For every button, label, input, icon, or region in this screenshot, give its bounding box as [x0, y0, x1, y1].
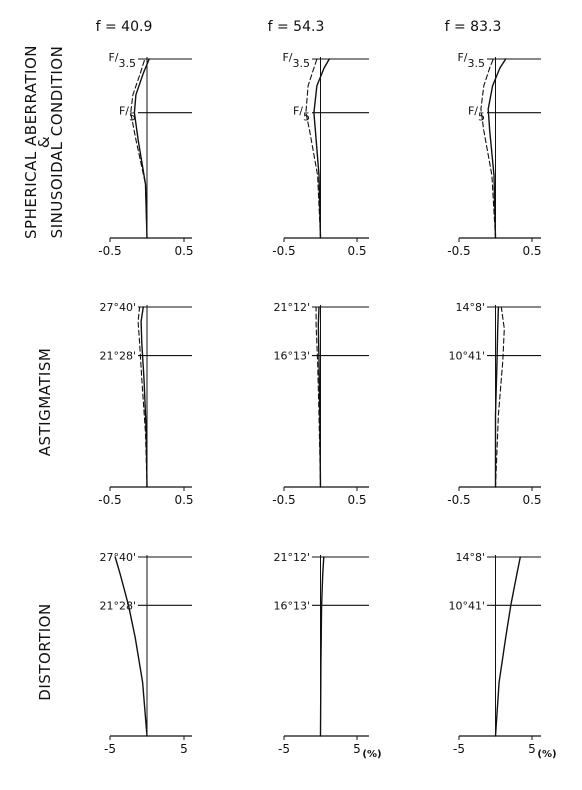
- reference-level-label: [457, 51, 485, 70]
- x-tick-label: -5: [453, 742, 465, 756]
- x-tick-label: 0.5: [174, 493, 194, 507]
- reference-level-label: 21°12': [273, 551, 310, 564]
- f-number-sub: 3.5: [467, 57, 485, 70]
- panel-r3-c2: [273, 551, 381, 760]
- panel-r3-c1: [99, 551, 192, 756]
- reference-level-label: 14°8': [455, 551, 485, 564]
- row-title-spherical: [22, 45, 66, 239]
- row-title-astigmatism-line-1: ASTIGMATISM: [36, 347, 54, 457]
- reference-level-label: 10°41': [448, 599, 485, 613]
- x-tick-label: -0.5: [447, 493, 471, 507]
- panel-r2-c1: [98, 301, 193, 507]
- reference-level-label: 16°13': [273, 349, 310, 363]
- x-tick-label: -0.5: [272, 244, 296, 258]
- row-title-distortion: [36, 603, 54, 700]
- panel-r2-c2: [272, 301, 369, 507]
- reference-level-label: 16°13': [273, 599, 310, 613]
- x-tick-label: 0.5: [522, 244, 542, 258]
- reference-level-label: 21°28': [99, 349, 136, 363]
- row-title-distortion-line-1: DISTORTION: [36, 603, 54, 701]
- x-tick-label: 5: [528, 742, 536, 756]
- row-title-spherical-line-2: &: [35, 135, 53, 149]
- panel-r2-c3: [447, 301, 541, 507]
- f-number-sub: 3.5: [292, 57, 310, 70]
- x-tick-label: 0.5: [522, 493, 542, 507]
- panel-r1-c2: [272, 51, 369, 258]
- panel-r1-c3: [447, 51, 541, 258]
- x-tick-label: -0.5: [272, 493, 296, 507]
- x-tick-label: 5: [353, 742, 361, 756]
- x-tick-label: -0.5: [447, 244, 471, 258]
- panel-r3-c3: [448, 551, 556, 760]
- column-title-3: f = 83.3: [444, 19, 502, 35]
- column-title-2: f = 54.3: [267, 19, 325, 35]
- f-number-sub: 3.5: [118, 57, 136, 70]
- f-number-main: F/: [457, 51, 468, 64]
- series-dashed: [496, 307, 505, 487]
- row-title-astigmatism: [36, 348, 54, 457]
- unit-label: (%): [537, 749, 557, 760]
- x-tick-label: -0.5: [98, 493, 122, 507]
- reference-level-label: [119, 105, 136, 124]
- x-tick-label: 0.5: [347, 244, 367, 258]
- x-tick-label: -5: [104, 742, 116, 756]
- unit-label: (%): [362, 749, 382, 760]
- reference-level-label: [282, 51, 310, 70]
- series-solid: [115, 557, 147, 736]
- series-solid: [314, 59, 329, 238]
- f-number-main: F/: [467, 104, 478, 118]
- f-number-main: F/: [118, 104, 129, 118]
- reference-level-label: 27°40': [99, 301, 136, 314]
- f-number-sub: 5: [303, 110, 310, 124]
- reference-level-label: 21°12': [273, 301, 310, 314]
- x-tick-label: 5: [180, 742, 188, 756]
- x-tick-label: -0.5: [98, 244, 122, 258]
- f-number-sub: 5: [478, 110, 485, 124]
- column-title-1: f = 40.9: [95, 19, 153, 35]
- reference-level-label: 27°40': [99, 551, 136, 564]
- reference-level-label: [468, 105, 485, 124]
- reference-level-label: 10°41': [448, 349, 485, 363]
- f-number-main: F/: [282, 51, 293, 64]
- series-dashed: [306, 59, 321, 238]
- f-number-main: F/: [108, 51, 119, 64]
- reference-level-label: [293, 105, 310, 124]
- chart-panels: [98, 51, 556, 760]
- row-title-spherical-line-1: SPHERICAL ABERRATION: [22, 44, 40, 240]
- x-tick-label: -5: [278, 742, 290, 756]
- f-number-main: F/: [292, 104, 303, 118]
- panel-r1-c1: [98, 51, 193, 258]
- x-tick-label: 0.5: [174, 244, 194, 258]
- f-number-sub: 5: [129, 110, 136, 124]
- reference-level-label: 14°8': [455, 301, 485, 314]
- x-tick-label: 0.5: [347, 493, 367, 507]
- reference-level-label: [108, 51, 136, 70]
- column-titles: [96, 19, 502, 35]
- reference-level-label: 21°28': [99, 599, 136, 613]
- row-title-spherical-line-3: SINUSOIDAL CONDITION: [48, 45, 66, 239]
- series-solid: [496, 557, 521, 736]
- series-solid: [488, 59, 506, 238]
- series-dashed: [138, 307, 147, 487]
